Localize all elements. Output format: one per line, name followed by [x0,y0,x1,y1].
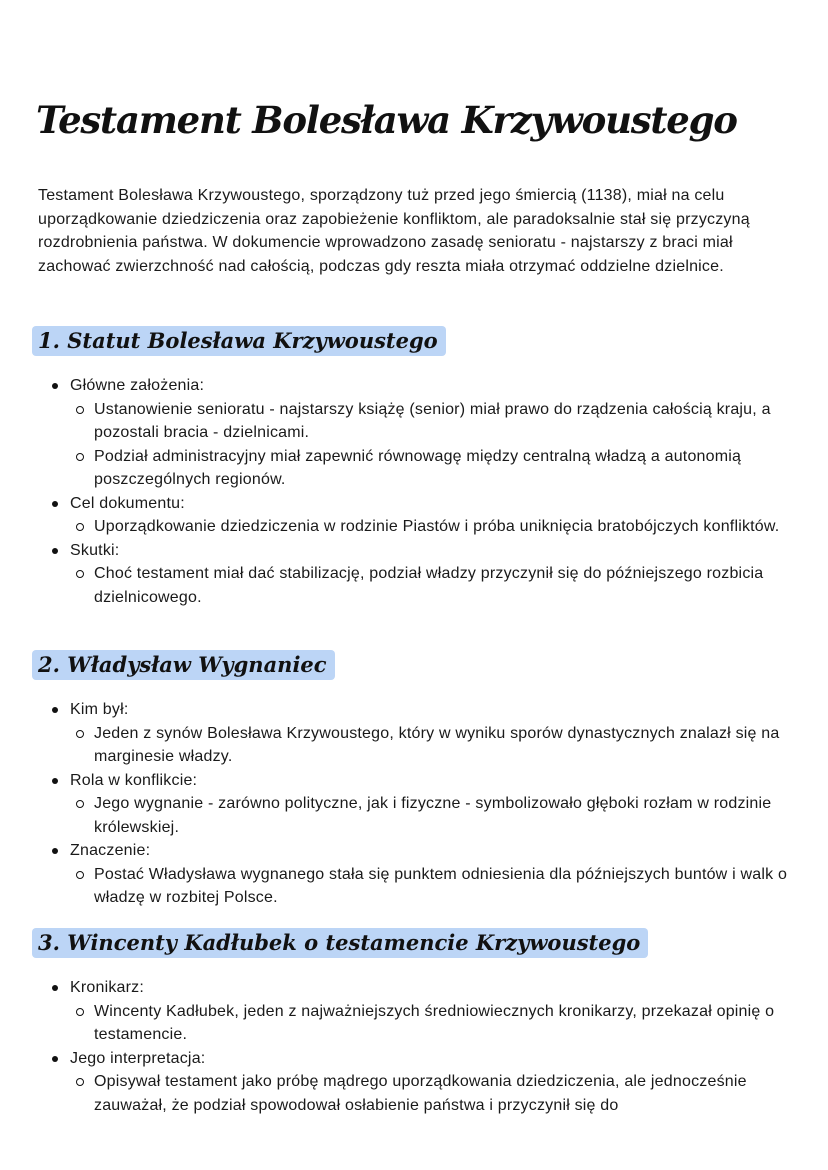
bullet-list [32,698,792,910]
sub-list-item: Uporządkowanie dziedziczenia w rodzinie Piastów i próba uniknięcia bratobójczych konfliktów. [70,515,792,539]
sub-list-item: Ustanowienie senioratu - najstarszy książę (senior) miał prawo do rządzenia całością kraju, a pozostali bracia - dzielnicami. [70,398,792,445]
list-item [32,1047,792,1118]
section-heading: 1. Statut Bolesława Krzywoustego [32,326,446,356]
list-item [32,374,792,492]
item-label: Znaczenie: [70,842,151,859]
document-title: Testament Bolesława Krzywoustego [36,98,737,142]
intro-paragraph: Testament Bolesława Krzywoustego, sporządzony tuż przed jego śmiercią (1138), miał na celu uporządkowanie dziedziczenia oraz zapobieżenie konfliktom, ale paradoksalnie stał się przyczyną rozdrobnienia państwa. W dokumencie wprowadzono zasadę senioratu - najstarszy z braci miał zachować zwierzchność nad całością, podczas gdy reszta miała otrzymać oddzielne dzielnice. [38,187,750,275]
list-item [32,839,792,910]
item-label: Cel dokumentu: [70,494,185,512]
section-kadlubek [32,928,792,1117]
list-item [32,769,792,840]
list-item [32,492,792,539]
item-label: Kronikarz: [70,979,145,996]
sub-list-item: Podział administracyjny miał zapewnić równowagę między centralną władzą a autonomią poszczególnych regionów. [70,445,792,492]
list-item [32,539,792,610]
section-heading: 2. Władysław Wygnaniec [32,650,335,680]
item-label: Rola w konflikcie: [70,771,198,789]
list-item [32,976,792,1047]
item-label: Jego interpretacja: [70,1049,206,1067]
sub-list-item: Postać Władysława wygnanego stała się punktem odniesienia dla późniejszych buntów i walk o władzę w rozbitej Polsce. [70,863,792,910]
section-wladyslaw [32,650,792,910]
bullet-list [32,374,792,609]
sub-list-item: Jego wygnanie - zarówno polityczne, jak i fizyczne - symbolizowało głęboki rozłam w rodzinie królewskiej. [70,792,792,839]
item-label: Główne założenia: [70,377,205,394]
section-statut [32,326,792,609]
item-label: Skutki: [70,541,120,559]
sub-list-item: Choć testament miał dać stabilizację, podział władzy przyczynił się do późniejszego rozbicia dzielnicowego. [70,562,792,609]
section-heading: 3. Wincenty Kadłubek o testamencie Krzywoustego [32,928,648,958]
sub-list-item: Jeden z synów Bolesława Krzywoustego, który w wyniku sporów dynastycznych znalazł się na marginesie władzy. [70,722,792,769]
sub-list-item: Opisywał testament jako próbę mądrego uporządkowania dziedziczenia, ale jednocześnie zauważał, że podział spowodował osłabienie państwa i przyczynił się do [70,1070,792,1117]
bullet-list [32,976,792,1117]
item-label: Kim był: [70,701,129,718]
sub-list-item: Wincenty Kadłubek, jeden z najważniejszych średniowiecznych kronikarzy, przekazał opinię o testamencie. [70,1000,792,1047]
list-item [32,698,792,769]
